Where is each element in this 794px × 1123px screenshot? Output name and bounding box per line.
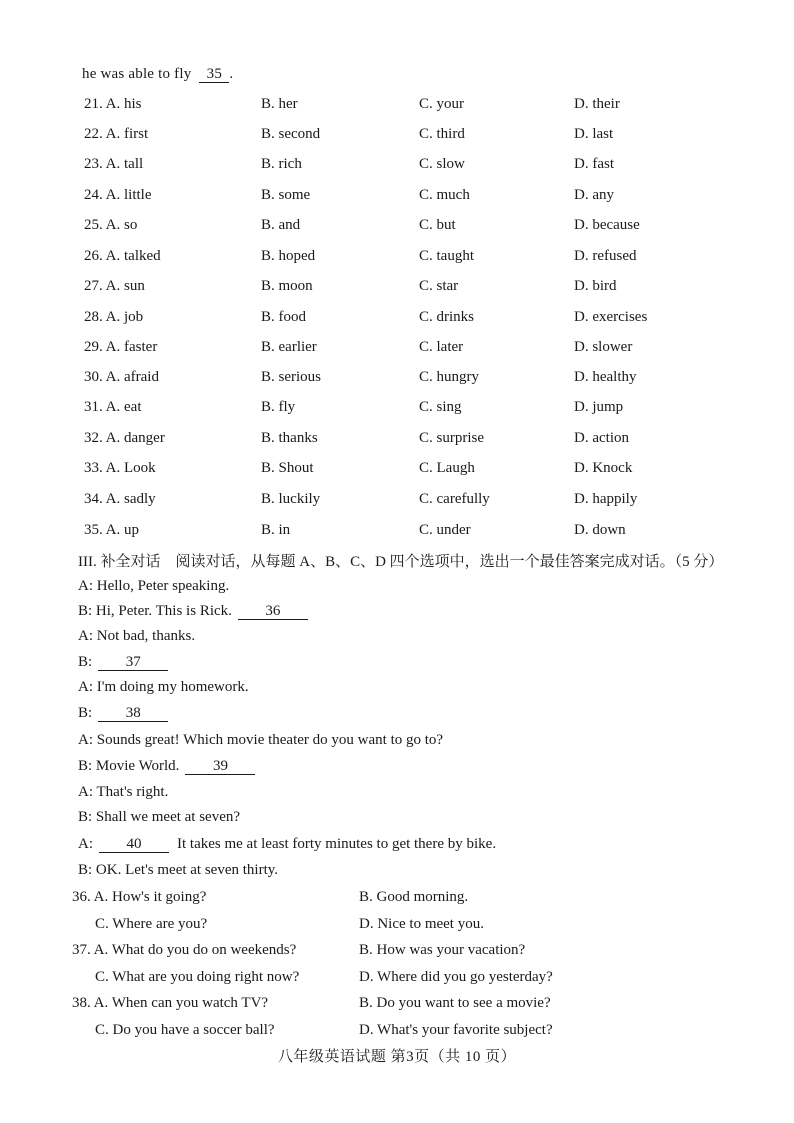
dialogue-line — [78, 732, 443, 749]
option-d: D. refused — [574, 248, 637, 264]
option-row — [0, 369, 794, 395]
question-option-right: D. Nice to meet you. — [359, 916, 484, 932]
option-c: C. under — [419, 522, 471, 538]
option-row — [0, 309, 794, 335]
passage-last-line — [82, 66, 233, 83]
dialogue-text: B: Hi, Peter. This is Rick. — [78, 603, 232, 619]
answer-blank: 36 — [238, 604, 308, 620]
option-row — [0, 399, 794, 425]
option-b: B. hoped — [261, 248, 316, 264]
question-option-left: C. What are you doing right now? — [95, 969, 300, 985]
option-a: 33. A. Look — [84, 460, 156, 476]
option-d: D. Knock — [574, 460, 633, 476]
option-d: D. bird — [574, 278, 617, 294]
dialogue-line — [78, 705, 168, 722]
question-option-left: C. Where are you? — [95, 916, 208, 932]
option-a: 24. A. little — [84, 187, 152, 203]
option-c: C. surprise — [419, 430, 484, 446]
option-c: C. taught — [419, 248, 474, 264]
dialogue-text: B: — [78, 705, 93, 721]
option-c: C. slow — [419, 156, 465, 172]
blank-35: 35 — [199, 67, 229, 83]
option-b: B. rich — [261, 156, 302, 172]
dialogue-line — [78, 836, 496, 853]
option-a: 21. A. his — [84, 96, 142, 112]
option-b: B. fly — [261, 399, 296, 415]
option-b: B. Shout — [261, 460, 314, 476]
option-row — [0, 460, 794, 486]
dialogue-line — [78, 578, 229, 595]
option-a: 35. A. up — [84, 522, 140, 538]
option-row — [0, 248, 794, 274]
option-b: B. in — [261, 522, 291, 538]
option-c: C. later — [419, 339, 464, 355]
option-d: D. exercises — [574, 309, 648, 325]
option-b: B. luckily — [261, 491, 321, 507]
dialogue-text: A: That's right. — [78, 784, 169, 800]
answer-blank: 38 — [98, 706, 168, 722]
dialogue-line — [78, 809, 240, 826]
option-d: D. down — [574, 522, 626, 538]
question-option-right: B. Good morning. — [359, 889, 469, 905]
option-row — [0, 522, 794, 548]
option-a: 22. A. first — [84, 126, 149, 142]
option-c: C. star — [419, 278, 459, 294]
option-c: C. Laugh — [419, 460, 475, 476]
page-footer: 八年级英语试题 第3页（共 10 页） — [277, 1049, 517, 1065]
option-b: B. food — [261, 309, 306, 325]
option-a: 28. A. job — [84, 309, 144, 325]
question-option-right: B. How was your vacation? — [359, 942, 526, 958]
option-a: 25. A. so — [84, 217, 138, 233]
dialogue-text: A: Hello, Peter speaking. — [78, 578, 230, 594]
option-b: B. second — [261, 126, 321, 142]
answer-blank: 40 — [99, 837, 169, 853]
question-option-left: 38. A. When can you watch TV? — [72, 995, 269, 1011]
question-option-left: C. Do you have a soccer ball? — [95, 1022, 275, 1038]
dialogue-text: B: Movie World. — [78, 758, 180, 774]
option-c: C. much — [419, 187, 470, 203]
option-row — [0, 217, 794, 243]
option-row — [0, 278, 794, 304]
option-a: 29. A. faster — [84, 339, 158, 355]
option-b: B. and — [261, 217, 301, 233]
option-row — [0, 491, 794, 517]
option-row — [0, 430, 794, 456]
option-b: B. earlier — [261, 339, 317, 355]
passage-text: he was able to fly — [82, 66, 192, 82]
question-option-right: B. Do you want to see a movie? — [359, 995, 551, 1011]
option-a: 34. A. sadly — [84, 491, 156, 507]
dialogue-line — [78, 654, 168, 671]
option-d: D. fast — [574, 156, 614, 172]
option-b: B. thanks — [261, 430, 318, 446]
option-row — [0, 187, 794, 213]
dialogue-text-after: It takes me at least forty minutes to get there by bike. — [177, 836, 497, 852]
option-d: D. happily — [574, 491, 638, 507]
dialogue-text: A: Sounds great! Which movie theater do you want to go to? — [78, 732, 444, 748]
dialogue-text: A: Not bad, thanks. — [78, 628, 196, 644]
option-d: D. action — [574, 430, 629, 446]
option-row — [0, 339, 794, 365]
option-c: C. carefully — [419, 491, 490, 507]
dialogue-text: A: I'm doing my homework. — [78, 679, 249, 695]
option-d: D. last — [574, 126, 614, 142]
question-option-right: D. Where did you go yesterday? — [359, 969, 553, 985]
option-row — [0, 96, 794, 122]
option-d: D. healthy — [574, 369, 637, 385]
option-row — [0, 126, 794, 152]
option-b: B. serious — [261, 369, 321, 385]
section-title: III. 补全对话 阅读对话，从每题 A、B、C、D 四个选项中，选出一个最佳答案完成对话。（5 分） — [78, 554, 724, 570]
dialogue-line — [78, 862, 278, 879]
option-c: C. but — [419, 217, 456, 233]
option-d: D. slower — [574, 339, 633, 355]
answer-blank: 37 — [98, 655, 168, 671]
option-a: 27. A. sun — [84, 278, 145, 294]
option-b: B. moon — [261, 278, 313, 294]
option-c: C. third — [419, 126, 465, 142]
dialogue-line — [78, 603, 308, 620]
option-d: D. jump — [574, 399, 624, 415]
dialogue-text: B: OK. Let's meet at seven thirty. — [78, 862, 279, 878]
dialogue-line — [78, 758, 255, 775]
option-c: C. drinks — [419, 309, 475, 325]
dialogue-text: B: Shall we meet at seven? — [78, 809, 241, 825]
dialogue-line — [78, 679, 249, 696]
option-b: B. her — [261, 96, 298, 112]
question-option-left: 37. A. What do you do on weekends? — [72, 942, 297, 958]
question-option-right: D. What's your favorite subject? — [359, 1022, 553, 1038]
option-a: 26. A. talked — [84, 248, 161, 264]
option-c: C. your — [419, 96, 464, 112]
dialogue-text: B: — [78, 654, 93, 670]
dialogue-line — [78, 784, 168, 801]
option-d: D. because — [574, 217, 640, 233]
option-c: C. hungry — [419, 369, 479, 385]
option-a: 30. A. afraid — [84, 369, 159, 385]
period: . — [229, 66, 234, 82]
option-d: D. their — [574, 96, 620, 112]
dialogue-line — [78, 628, 195, 645]
option-row — [0, 156, 794, 182]
option-c: C. sing — [419, 399, 462, 415]
option-b: B. some — [261, 187, 311, 203]
option-a: 23. A. tall — [84, 156, 144, 172]
dialogue-text: A: — [78, 836, 93, 852]
option-a: 31. A. eat — [84, 399, 142, 415]
answer-blank: 39 — [185, 759, 255, 775]
option-a: 32. A. danger — [84, 430, 165, 446]
option-d: D. any — [574, 187, 614, 203]
question-option-left: 36. A. How's it going? — [72, 889, 207, 905]
